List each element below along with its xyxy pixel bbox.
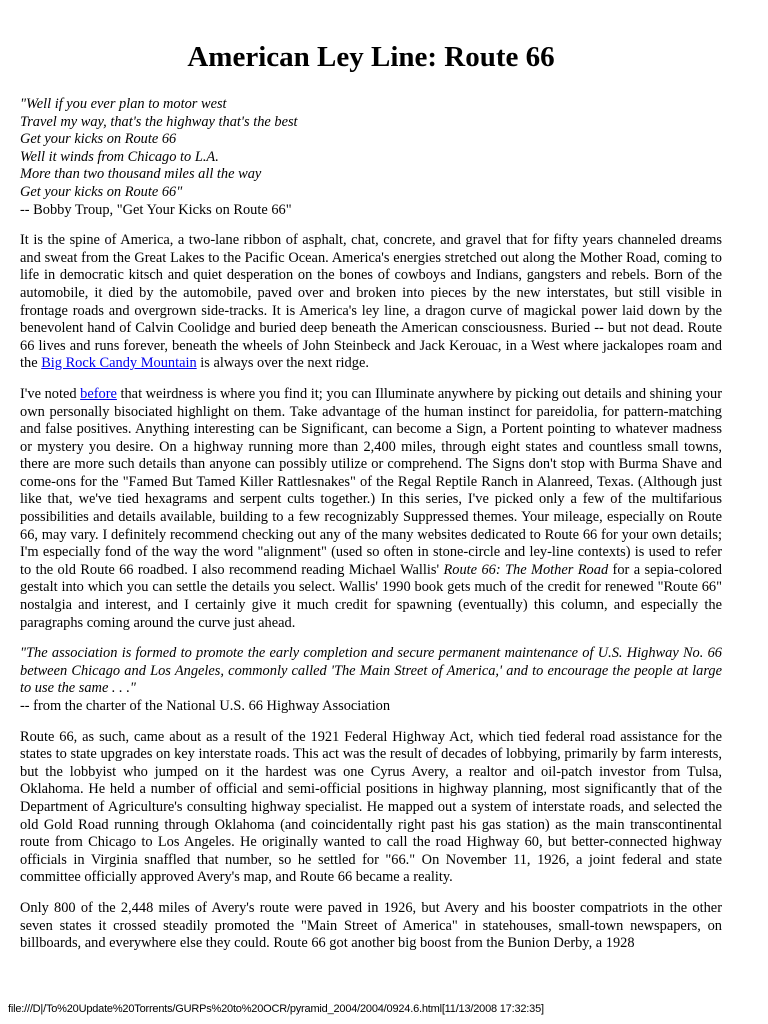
file-path-footer: file:///D|/To%20Update%20Torrents/GURPs%20to%20OCR/pyramid_2004/2004/0924.6.html[11/13/2008 17:32:35] (8, 1003, 544, 1015)
epigraph-line: Get your kicks on Route 66 (20, 131, 177, 148)
big-rock-candy-mountain-link[interactable]: Big Rock Candy Mountain (41, 355, 197, 372)
paragraph-text: is always over the next ridge. (196, 355, 369, 372)
epigraph-line: "Well if you ever plan to motor west (20, 96, 227, 112)
epigraph-line: More than two thousand miles all the way (20, 166, 262, 183)
charter-quote (20, 645, 722, 715)
paragraph-paving: Only 800 of the 2,448 miles of Avery's route were paved in 1926, but Avery and his booster compatriots in the other seven states it crossed steadily promoted the "Main Street of America" in statehouses, small-town newspapers, on billboards, and everywhere else they could. Route 66 got another big boost from the Bunion Derby, a 1928 (20, 899, 722, 952)
epigraph-attribution: -- Bobby Troup, "Get Your Kicks on Route 66" (20, 201, 292, 218)
epigraph-line: Get your kicks on Route 66" (20, 183, 183, 200)
charter-quote-attribution: -- from the charter of the National U.S. 66 Highway Association (20, 698, 391, 714)
paragraph-text: I've noted (20, 385, 81, 402)
epigraph-line: Travel my way, that's the highway that's the best (20, 113, 298, 130)
paragraph-text: for a sepia-colored gestalt into which you can settle the details you select. Wallis' 1990 book gets much of the credit for renewed "Route 66" nostalgia and interest, and I certainly give it much credit for spawning (eventually) this column, and especially the paragraphs coming around the curve just ahead. (20, 561, 722, 631)
page-title: American Ley Line: Route 66 (187, 41, 555, 73)
before-link[interactable]: before (80, 385, 117, 402)
paragraph-text: that weirdness is where you find it; you can Illuminate anywhere by picking out details and shining your own personally bisociated highlight on them. Take advantage of the human instinct for pareidolia, for pattern-matching and false positives. Anything interesting can be Significant, can become a Sign, a Portent pointing to whatever madness or mystery you desire. On a highway running more than 2,400 miles, through eight states and countless small towns, there are more such details than anyone can possibly utilize or comprehend. The Signs don't stop with Burma Shave and come-ons for the "Famed But Tamed Killer Rattlesnakes" of the Regal Reptile Ranch in Alanreed, Texas. (Although just like that, we've tied hexagrams and serpent cults together.) In this series, I've picked only a few of the multifarious possibilities and details available, building to a few recognizably Suppressed themes. Your mileage, especially on Route 66, may vary. I definitely recommend checking out any of the many websites dedicated to Route 66 for your own details; I'm especially fond of the way the word "alignment" (used so often in stone-circle and ley-line contexts) is used to refer to the old Route 66 roadbed. I also recommend reading Michael Wallis' (20, 385, 722, 578)
document-page (20, 0, 722, 966)
epigraph (20, 96, 722, 219)
paragraph-intro (20, 232, 722, 373)
charter-quote-text: "The association is formed to promote the early completion and secure permanent maintenance of U.S. Highway No. 66 between Chicago and Los Angeles, commonly called 'The Main Street of America,' and to encourage the people at large to use the same . . ." (20, 645, 722, 697)
paragraph-history: Route 66, as such, came about as a result of the 1921 Federal Highway Act, which tied federal road assistance for the states to state upgrades on key interstate roads. This act was the result of decades of lobbying, primarily by farm interests, but the lobbyist who jumped on it the hardest was one Cyrus Avery, a realtor and oil-patch investor from Tulsa, Oklahoma. He held a number of official and semi-official positions in highway planning, most significantly that of the Department of Agriculture's consulting highway specialist. He mapped out a system of interstate roads, and selected the old Gold Road running through Oklahoma (and coincidentally right past his gas station) as the main transcontinental route from Chicago to Los Angeles. He originally wanted to call the road Highway 60, but better-connected highway officials in Virginia snaffled that number, so he settled for "66." On November 11, 1926, a joint federal and state committee officially approved Avery's map, and Route 66 became a reality. (20, 728, 722, 886)
paragraph-weirdness (20, 386, 722, 632)
paragraph-text: It is the spine of America, a two-lane ribbon of asphalt, chat, concrete, and gravel that for fifty years channeled dreams and sweat from the Great Lakes to the Pacific Ocean. America's energies stretched out along the Mother Road, coming to life in democratic kitsch and quiet desperation on the bones of cowboys and Indians, gangsters and rebels. Born of the automobile, it died by the automobile, paved over and broken into pieces by the new interstates, but still visible in frontage roads and overgrown side-tracks. It is America's ley line, a dragon curve of magickal power laid down by the benevolent hand of Calvin Coolidge and buried deep beneath the American consciousness. Buried -- but not dead. Route 66 lives and runs forever, beneath the wheels of John Steinbeck and Jack Kerouac, in a West where jackalopes roam and the (20, 232, 722, 372)
book-title: Route 66: The Mother Road (443, 561, 609, 578)
epigraph-line: Well it winds from Chicago to L.A. (20, 148, 219, 165)
